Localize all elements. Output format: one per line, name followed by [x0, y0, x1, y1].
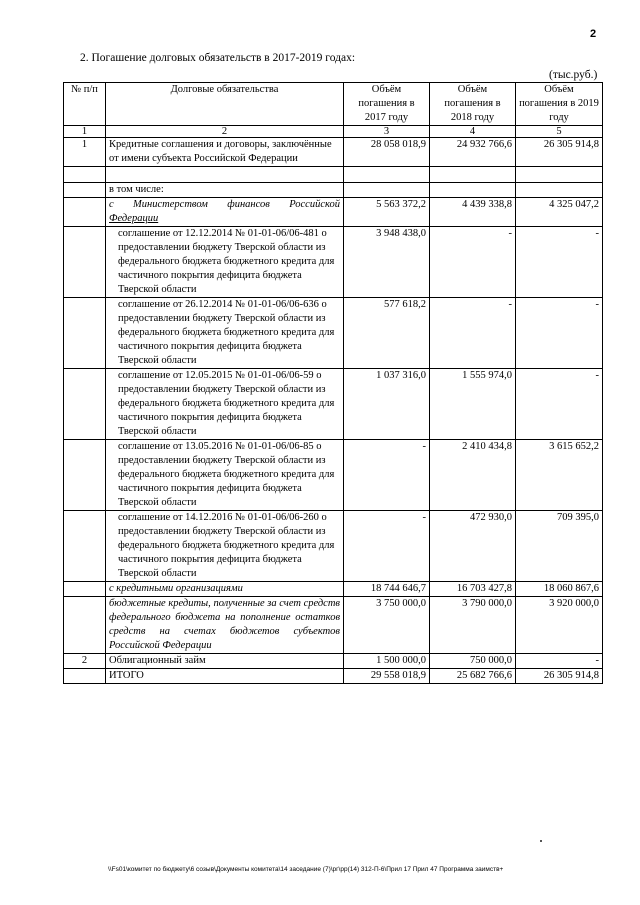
value-2019: 26 305 914,8: [516, 669, 603, 684]
empty-cell: [344, 167, 430, 183]
row-label: ИТОГО: [106, 669, 344, 684]
header-num: № п/п: [64, 83, 106, 126]
table-row-blank: [64, 167, 603, 183]
col-number: 2: [106, 126, 344, 138]
column-number-row: [64, 126, 603, 138]
row-label: соглашение от 12.05.2015 № 01-01-06/06-59 о предоставлении бюджету Тверской области из федерального бюджета бюджетного кредита для частичного покрытия дефицита бюджета Тверской области: [106, 369, 344, 440]
table-row-budget-credits: [64, 597, 603, 654]
empty-cell: [64, 582, 106, 597]
value-2017: -: [344, 440, 430, 511]
page-number: 2: [590, 28, 597, 40]
label-word: Российской: [289, 199, 340, 210]
debt-repayment-table: [63, 82, 603, 684]
empty-cell: [64, 167, 106, 183]
label-word: с: [109, 199, 114, 210]
row-label: Кредитные соглашения и договоры, заключённые от имени субъекта Российской Федерации: [106, 138, 344, 167]
row-label: соглашение от 13.05.2016 № 01-01-06/06-85 о предоставлении бюджету Тверской области из федерального бюджета бюджетного кредита для частичного покрытия дефицита бюджета Тверской области: [106, 440, 344, 511]
value-2018: 472 930,0: [430, 511, 516, 582]
value-2019: -: [516, 298, 603, 369]
value-2018: 750 000,0: [430, 654, 516, 669]
header-2017: Объём погашения в 2017 году: [344, 83, 430, 126]
footer-file-path: \\Fs01\комитет по бюджету\6 созыв\Документы комитета\14 заседание (7)\рг\рр(14) 312-П-6\Прил 17 Прил 47 Программа заимств+: [108, 866, 504, 873]
empty-cell: [516, 183, 603, 198]
col-number: 4: [430, 126, 516, 138]
value-2018: -: [430, 298, 516, 369]
value-2017: 28 058 018,9: [344, 138, 430, 167]
value-2019: 3 920 000,0: [516, 597, 603, 654]
value-2019: -: [516, 369, 603, 440]
table-row-ministry: [64, 198, 603, 227]
row-label: в том числе:: [106, 183, 344, 198]
table-row-total: [64, 669, 603, 684]
table-row-credit-orgs: [64, 582, 603, 597]
header-2018: Объём погашения в 2018 году: [430, 83, 516, 126]
empty-cell: [64, 183, 106, 198]
value-2018: -: [430, 227, 516, 298]
empty-cell: [64, 369, 106, 440]
col-number: 1: [64, 126, 106, 138]
value-2018: 16 703 427,8: [430, 582, 516, 597]
value-2018: 25 682 766,6: [430, 669, 516, 684]
units-label: (тыс.руб.): [549, 69, 598, 81]
empty-cell: [430, 183, 516, 198]
value-2019: 26 305 914,8: [516, 138, 603, 167]
value-2019: 4 325 047,2: [516, 198, 603, 227]
value-2018: 4 439 338,8: [430, 198, 516, 227]
value-2017: 29 558 018,9: [344, 669, 430, 684]
empty-cell: [64, 597, 106, 654]
value-2018: 2 410 434,8: [430, 440, 516, 511]
empty-cell: [64, 511, 106, 582]
label-word: Федерации: [109, 213, 159, 224]
col-number: 3: [344, 126, 430, 138]
table-row-agreement: [64, 511, 603, 582]
label-word: финансов: [227, 199, 270, 210]
row-num: 2: [64, 654, 106, 669]
empty-cell: [516, 167, 603, 183]
value-2017: 3 948 438,0: [344, 227, 430, 298]
empty-cell: [106, 167, 344, 183]
empty-cell: [344, 183, 430, 198]
ministry-label-line: [109, 198, 340, 212]
value-2018: 1 555 974,0: [430, 369, 516, 440]
row-label: соглашение от 12.12.2014 № 01-01-06/06-481 о предоставлении бюджету Тверской области из федерального бюджета бюджетного кредита для частичного покрытия дефицита бюджета Тверской области: [106, 227, 344, 298]
value-2019: 709 395,0: [516, 511, 603, 582]
scan-speck: [540, 840, 542, 842]
empty-cell: [64, 669, 106, 684]
table-header-row: [64, 83, 603, 126]
empty-cell: [64, 298, 106, 369]
value-2017: 3 750 000,0: [344, 597, 430, 654]
value-2018: 24 932 766,6: [430, 138, 516, 167]
empty-cell: [430, 167, 516, 183]
empty-cell: [64, 227, 106, 298]
table-row-bond-loan: [64, 654, 603, 669]
value-2019: 18 060 867,6: [516, 582, 603, 597]
value-2017: 1 500 000,0: [344, 654, 430, 669]
table-row-agreement: [64, 440, 603, 511]
label-word: Министерством: [133, 199, 208, 210]
row-label: с кредитными организациями: [106, 582, 344, 597]
row-label: соглашение от 14.12.2016 № 01-01-06/06-260 о предоставлении бюджету Тверской области из федерального бюджета бюджетного кредита для частичного покрытия дефицита бюджета Тверской области: [106, 511, 344, 582]
value-2017: 5 563 372,2: [344, 198, 430, 227]
value-2018: 3 790 000,0: [430, 597, 516, 654]
empty-cell: [64, 198, 106, 227]
table-row-including: [64, 183, 603, 198]
value-2017: 577 618,2: [344, 298, 430, 369]
value-2019: -: [516, 227, 603, 298]
table-row-agreement: [64, 298, 603, 369]
header-obligations: Долговые обязательства: [106, 83, 344, 126]
value-2019: 3 615 652,2: [516, 440, 603, 511]
value-2017: 1 037 316,0: [344, 369, 430, 440]
section-heading: 2. Погашение долговых обязательств в 2017-2019 годах:: [80, 52, 356, 64]
table-row-agreement: [64, 227, 603, 298]
row-num: 1: [64, 138, 106, 167]
empty-cell: [64, 440, 106, 511]
row-label: соглашение от 26.12.2014 № 01-01-06/06-636 о предоставлении бюджету Тверской области из федерального бюджета бюджетного кредита для частичного покрытия дефицита бюджета Тверской области: [106, 298, 344, 369]
table-row-credit-agreements: [64, 138, 603, 167]
row-label: бюджетные кредиты, полученные за счет средств федерального бюджета на пополнение остатков средств на счетах бюджетов субъектов Российской Федерации: [106, 597, 344, 654]
row-label: [106, 198, 344, 227]
row-label: Облигационный займ: [106, 654, 344, 669]
table-row-agreement: [64, 369, 603, 440]
value-2019: -: [516, 654, 603, 669]
value-2017: -: [344, 511, 430, 582]
value-2017: 18 744 646,7: [344, 582, 430, 597]
header-2019: Объём погашения в 2019 году: [516, 83, 603, 126]
col-number: 5: [516, 126, 603, 138]
